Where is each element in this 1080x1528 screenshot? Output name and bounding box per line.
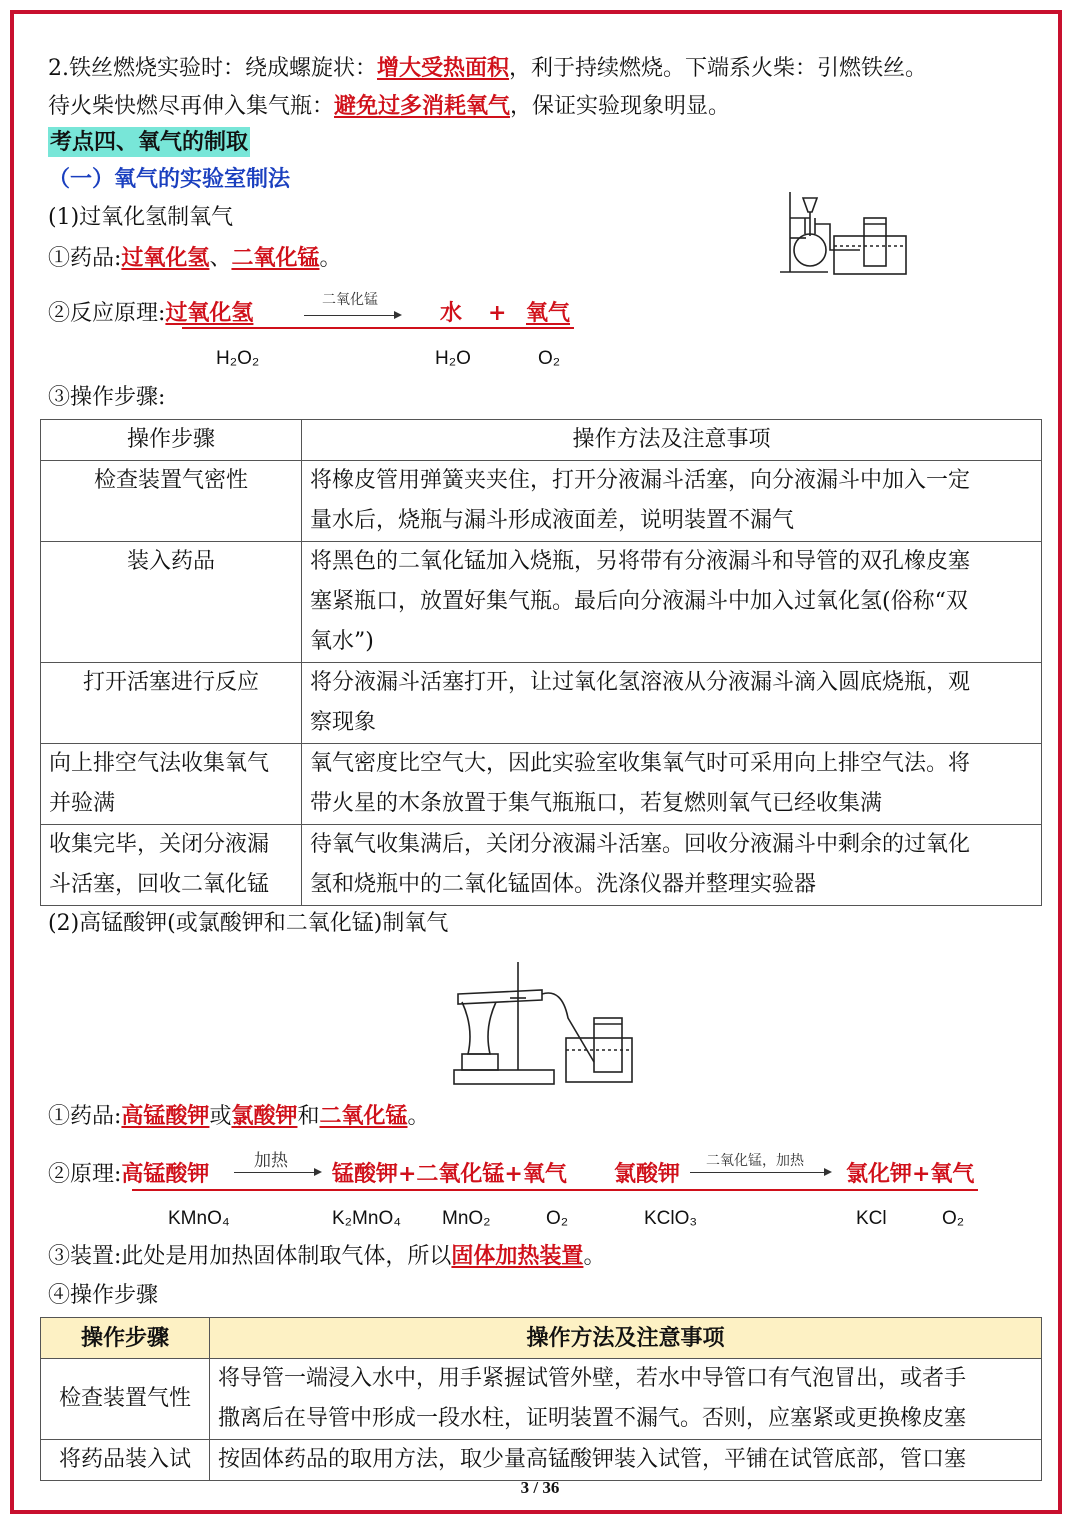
principle-underline: [132, 1189, 978, 1191]
drug-term: 二氧化锰: [319, 1103, 408, 1129]
formula: O₂: [546, 1208, 569, 1229]
intro-line-2: [48, 91, 730, 122]
page-number: 3 / 36: [520, 1478, 560, 1497]
heat-label: 加热: [254, 1151, 288, 1171]
table-header: 操作方法及注意事项: [210, 1318, 1042, 1359]
key-term: 增大受热面积: [377, 55, 510, 81]
formula-product2: O₂: [538, 348, 561, 369]
step-cell: 打开活塞进行反应: [41, 663, 302, 744]
drug-term: 高锰酸钾: [121, 1103, 210, 1129]
section-title-text: 考点四、氧气的制取: [50, 129, 249, 155]
intro-text: 待火柴快燃尽再伸入集气瓶：: [48, 94, 335, 119]
intro-line-1: [48, 53, 927, 84]
step-cell: 检查装置气性: [41, 1359, 210, 1440]
subsection-title-text: （一）氧气的实验室制法: [48, 166, 291, 192]
method-cell: 将分液漏斗活塞打开，让过氧化氢溶液从分液漏斗滴入圆底烧瓶，观 察现象: [302, 663, 1042, 744]
formula: KCl: [856, 1208, 887, 1229]
table-row: [41, 461, 1042, 542]
product1: 水: [440, 300, 463, 326]
table-header: 操作步骤: [41, 420, 302, 461]
key-term: 避免过多消耗氧气: [334, 93, 511, 119]
method-cell: 将导管一端浸入水中，用手紧握试管外壁，若水中导管口有气泡冒出，或者手 撒离后在导管中形成一段水柱，证明装置不漏气。否则，应塞紧或更换橡皮塞: [210, 1359, 1042, 1440]
product2: 氧气: [526, 300, 571, 326]
formula-product1: H₂O: [435, 348, 471, 369]
catalyst-label: 二氧化锰: [322, 292, 378, 308]
h2o2-apparatus-illustration: [776, 188, 910, 276]
reaction-arrow: [234, 1172, 320, 1173]
method-cell: 按固体药品的取用方法，取少量高锰酸钾装入试管，平铺在试管底部，管口塞: [210, 1440, 1042, 1481]
label: ①药品:: [48, 1104, 122, 1129]
table-row: [41, 825, 1042, 906]
separator: 、: [209, 246, 232, 271]
connector: 和: [297, 1104, 320, 1129]
table-header: 操作步骤: [41, 1318, 210, 1359]
plus-sign: +: [488, 300, 507, 326]
table-row: [41, 542, 1042, 663]
reactant-term: 高锰酸钾: [121, 1161, 210, 1187]
formula-reactant: H₂O₂: [216, 348, 260, 369]
h2o2-drugs: [48, 243, 341, 274]
punct: 。: [319, 246, 342, 271]
reactant-2: 氯酸钾: [614, 1161, 681, 1187]
h2o2-principle: [48, 298, 253, 329]
kmno4-apparatus-illustration: [444, 958, 636, 1086]
intro-text: 2.铁丝燃烧实验时：绕成螺旋状：: [48, 56, 377, 81]
formula: MnO₂: [442, 1208, 491, 1229]
formula: O₂: [942, 1208, 965, 1229]
device-text: ③装置:此处是用加热固体制取气体，所以: [48, 1244, 452, 1269]
step-cell: 将药品装入试: [41, 1440, 210, 1481]
method-cell: 将橡皮管用弹簧夹夹住，打开分液漏斗活塞，向分液漏斗中加入一定 量水后，烧瓶与漏斗形成液面差，说明装置不漏气: [302, 461, 1042, 542]
table-row: [41, 663, 1042, 744]
drug-term: 过氧化氢: [121, 245, 210, 271]
drug-term: 二氧化锰: [231, 245, 320, 271]
catalyst-heat-label: 二氧化锰，加热: [706, 1153, 804, 1169]
steps-table-1: [40, 419, 1042, 906]
punct: 。: [407, 1104, 430, 1129]
formula: K₂MnO₄: [332, 1208, 401, 1229]
products-2: 氯化钾+氧气: [846, 1161, 975, 1187]
table-row: [41, 1440, 1042, 1481]
reaction-arrow: [304, 315, 400, 316]
steps-label-2: ④操作步骤: [48, 1283, 159, 1308]
table-header: 操作方法及注意事项: [302, 420, 1042, 461]
table-row: [41, 1359, 1042, 1440]
step-cell: 装入药品: [41, 542, 302, 663]
principle-underline: [182, 327, 574, 329]
subsection-title: [48, 164, 290, 195]
connector: 或: [209, 1104, 232, 1129]
punct: 。: [583, 1244, 606, 1269]
section-title: [48, 127, 250, 158]
method-cell: 氧气密度比空气大，因此实验室收集氧气时可采用向上排空气法。将 带火星的木条放置于集气瓶瓶口，若复燃则氧气已经收集满: [302, 744, 1042, 825]
steps-table-2: [40, 1317, 1042, 1481]
step-cell: 向上排空气法收集氧气 并验满: [41, 744, 302, 825]
formula: KClO₃: [644, 1208, 698, 1229]
reactant-term: 过氧化氢: [165, 300, 254, 326]
reaction-arrow: [690, 1172, 830, 1173]
method-cell: 待氧气收集满后，关闭分液漏斗活塞。回收分液漏斗中剩余的过氧化 氢和烧瓶中的二氧化锰固体。洗涤仪器并整理实验器: [302, 825, 1042, 906]
intro-text: ，保证实验现象明显。: [510, 94, 731, 119]
products-1: 锰酸钾+二氧化锰+氧气: [332, 1161, 567, 1187]
label: ②反应原理:: [48, 301, 166, 326]
kmno4-drugs: [48, 1101, 430, 1132]
formula: KMnO₄: [168, 1208, 230, 1229]
kmno4-device: [48, 1241, 605, 1272]
method-cell: 将黑色的二氧化锰加入烧瓶，另将带有分液漏斗和导管的双孔橡皮塞 塞紧瓶口，放置好集气瓶。最后向分液漏斗中加入过氧化氢(俗称“双 氧水”): [302, 542, 1042, 663]
label: ②原理:: [48, 1162, 122, 1187]
intro-text: ，利于持续燃烧。下端系火柴：引燃铁丝。: [509, 56, 928, 81]
device-term: 固体加热装置: [451, 1243, 584, 1269]
h2o2-title: (1)过氧化氢制氧气: [48, 205, 234, 230]
step-cell: 检查装置气密性: [41, 461, 302, 542]
table-row: [41, 744, 1042, 825]
kmno4-principle: [48, 1159, 209, 1190]
steps-label-1: ③操作步骤:: [48, 385, 166, 410]
step-cell: 收集完毕，关闭分液漏 斗活塞，回收二氧化锰: [41, 825, 302, 906]
drug-term: 氯酸钾: [231, 1103, 298, 1129]
kmno4-title: (2)高锰酸钾(或氯酸钾和二氧化锰)制氧气: [48, 911, 449, 936]
label: ①药品:: [48, 246, 122, 271]
